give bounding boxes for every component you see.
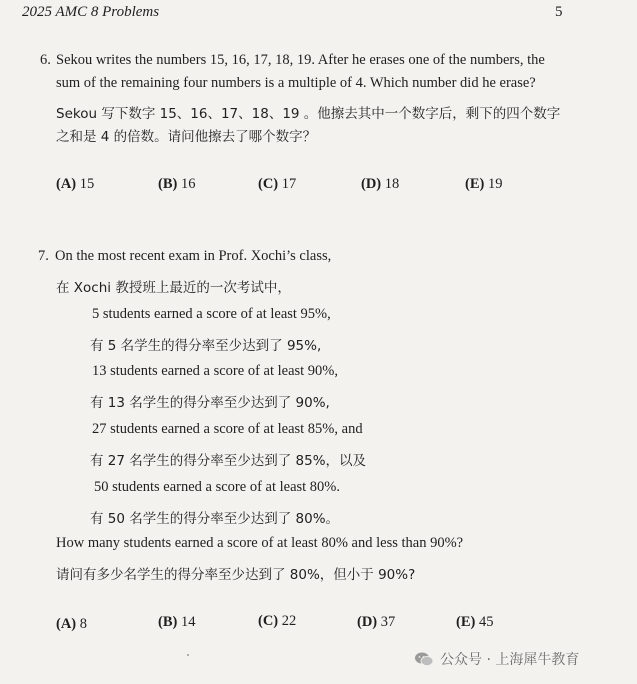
q6-choice-a <box>56 176 94 193</box>
q6-choice-d-value: 18 <box>384 176 400 192</box>
q6-number: 6. <box>40 52 51 68</box>
q7-choice-d-value: 37 <box>380 614 396 630</box>
q7-line1-cn: 有 5 名学生的得分率至少达到了 95%, <box>90 338 322 354</box>
q7-choice-a-label: (A) <box>56 616 77 632</box>
q6-choice-b-value: 16 <box>180 176 196 192</box>
q7-line1-en: 5 students earned a score of at least 95%, <box>92 306 331 322</box>
q6-cn-line2: 之和是 4 的倍数。请问他擦去了哪个数字？ <box>56 129 317 145</box>
q7-number: 7. <box>38 248 49 264</box>
q6-choice-c <box>258 176 296 193</box>
q6-choice-d <box>361 176 399 193</box>
q7-line2-cn: 有 13 名学生的得分率至少达到了 90%, <box>90 395 330 411</box>
q7-choice-b <box>158 614 195 631</box>
page-number: 5 <box>555 4 563 20</box>
watermark-text: 公众号 · 上海犀牛教育 <box>440 652 580 668</box>
watermark <box>414 649 579 669</box>
q6-choice-e-label: (E) <box>465 176 485 192</box>
q7-choice-d-label: (D) <box>357 614 378 630</box>
q7-question-cn: 请问有多少名学生的得分率至少达到了 80%，但小于 90%? <box>56 567 416 583</box>
q6-choice-a-label: (A) <box>56 176 77 192</box>
q7-choice-c <box>258 613 296 630</box>
q7-intro-cn: 在 Xochi 教授班上最近的一次考试中， <box>56 280 291 296</box>
q7-choice-b-label: (B) <box>158 614 178 630</box>
q7-question-en: How many students earned a score of at least 80% and less than 90%? <box>56 535 464 551</box>
q7-choice-e-value: 45 <box>478 614 494 630</box>
q6-en-line2: sum of the remaining four numbers is a multiple of 4. Which number did he erase? <box>56 75 536 91</box>
q6-choice-e <box>465 176 502 193</box>
q7-choice-e <box>456 614 493 631</box>
q7-line2-en: 13 students earned a score of at least 90%, <box>92 363 339 379</box>
q7-choice-d <box>357 614 395 631</box>
q7-choice-a-value: 8 <box>79 616 88 632</box>
q7-line3-en: 27 students earned a score of at least 85%, and <box>92 421 363 437</box>
page-header-title: 2025 AMC 8 Problems <box>22 4 160 20</box>
q6-choice-b-label: (B) <box>158 176 178 192</box>
q6-choice-d-label: (D) <box>361 176 382 192</box>
q7-line3-cn: 有 27 名学生的得分率至少达到了 85%，以及 <box>90 453 367 469</box>
wechat-icon <box>414 651 434 667</box>
q6-en-line1: Sekou writes the numbers 15, 16, 17, 18, 19. After he erases one of the numbers, the <box>56 52 545 68</box>
q7-line4-en: 50 students earned a score of at least 80%. <box>94 479 341 495</box>
q6-choice-a-value: 15 <box>79 176 95 192</box>
q6-choice-b <box>158 176 195 193</box>
q7-choice-c-label: (C) <box>258 613 279 629</box>
q7-line4-cn: 有 50 名学生的得分率至少达到了 80%。 <box>90 511 340 527</box>
q7-choice-a <box>56 616 87 633</box>
q6-cn-line1: Sekou 写下数字 15、16、17、18、19 。他擦去其中一个数字后，剩下的四个数字 <box>56 106 561 122</box>
stray-dot <box>187 654 189 656</box>
q6-choice-e-value: 19 <box>487 176 503 192</box>
q6-choice-c-value: 17 <box>281 176 297 192</box>
q7-choice-e-label: (E) <box>456 614 476 630</box>
q7-choice-b-value: 14 <box>180 614 196 630</box>
q7-choice-c-value: 22 <box>281 613 297 629</box>
q6-choice-c-label: (C) <box>258 176 279 192</box>
q7-intro-en: On the most recent exam in Prof. Xochi’s class, <box>55 248 332 264</box>
